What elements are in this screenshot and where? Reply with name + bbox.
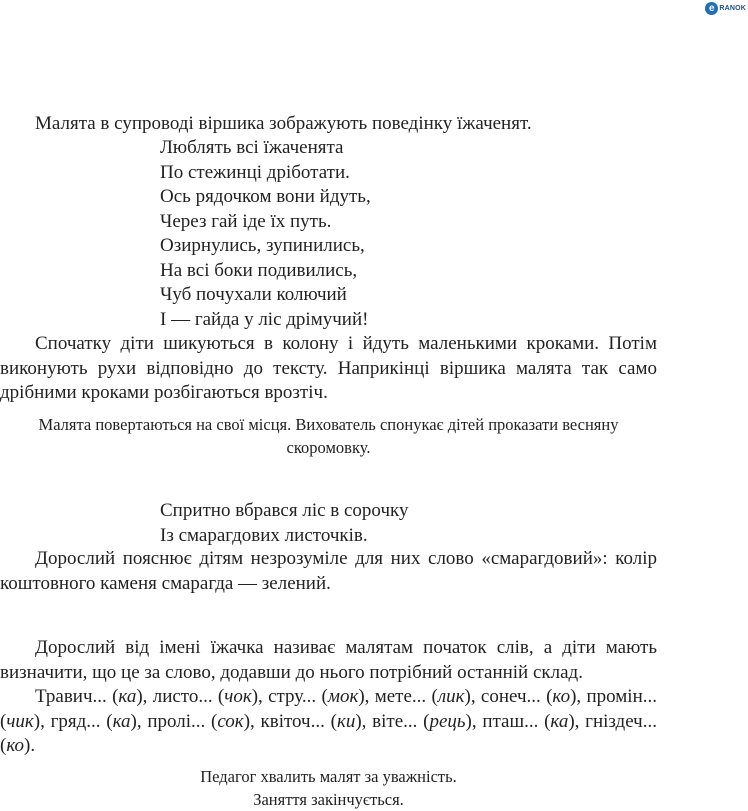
syllable-answer: лик (437, 686, 465, 707)
exercise-item: гніздеч... (ко). (0, 710, 657, 756)
poem-line: Люблять всі їжаченята (160, 137, 344, 158)
syllable-answer: чик (6, 710, 34, 732)
explanation-paragraph: Дорослий пояснює дітям незрозуміле для них слово «смарагдовий»: колір коштовного каменя смарагда — зелений. (0, 548, 657, 594)
exercise-item: квіточ... (ки), (260, 710, 373, 732)
poem-line: Через гай іде їх путь. (160, 210, 332, 232)
poem-line: І — гайда у ліс дрімучий! (160, 308, 369, 330)
closing-notes (0, 765, 657, 811)
syllable-answer: ка (550, 710, 569, 732)
exercise-item: мете... (лик), (374, 686, 481, 707)
closing-end: Заняття закінчується. (253, 790, 404, 809)
exercise-item: пташ... (ка), (482, 710, 586, 732)
word-completion-exercise (0, 685, 657, 759)
publisher-logo (705, 2, 746, 15)
exercise-item: промін... (чик), (0, 686, 657, 732)
syllable-answer: ко (552, 686, 571, 707)
poem-line: Спритно вбрався ліс в сорочку (160, 500, 409, 521)
closing-praise: Педагог хвалить малят за уважність. (200, 767, 457, 786)
poem-line: Чуб почухали колючий (160, 284, 347, 305)
syllable-answer: ка (112, 710, 131, 732)
syllable-answer: ко (6, 735, 24, 756)
poem-line: Ось рядочком вони йдуть, (160, 186, 371, 207)
syllable-answer: мок (327, 686, 359, 707)
syllable-answer: рець (429, 710, 466, 732)
intro-paragraph: Малята в супроводі віршика зображують поведінку їжаченят. (35, 113, 532, 134)
exercise-item: гряд... (ка), (50, 710, 148, 732)
exercise-item: сонеч... (ко), (480, 686, 587, 707)
poem-line: По стежинці дріботати. (160, 161, 350, 183)
exercise-item: листо... (чок), (152, 686, 269, 707)
exercise-item: стру... (мок), (268, 686, 375, 707)
exercise-item: пролі... (сок), (147, 710, 261, 732)
poem-hedgehogs (160, 136, 371, 332)
teacher-note: Малята повертаються на свої місця. Вихователь спонукає дітей проказати весняну скоромовку. (38, 415, 619, 457)
syllable-answer: сок (217, 710, 244, 732)
poem-line: Озирнулись, зупинились, (160, 235, 365, 256)
logo-mark: e (705, 2, 718, 15)
exercise-item: Травич... (ка), (35, 686, 153, 707)
instruction-paragraph-1: Спочатку діти шикуються в колону і йдуть маленькими кроками. Потім виконують рухи відповідно до тексту. Наприкінці віршика малята так само дрібними кроками розбігаються врозтіч. (0, 333, 657, 403)
poem-tongue-twister (160, 499, 408, 548)
poem-line: Із смарагдових листочків. (160, 524, 368, 546)
exercise-item: віте... (рець), (372, 710, 483, 732)
syllable-answer: ки (336, 710, 356, 732)
game-instruction-paragraph: Дорослий від імені їжачка називає малятам початок слів, а діти мають визначити, що це за слово, додавши до нього потрібний останній склад. Травич... (ка), листо... (чок), стру... (мок), мете... (лик), сонеч... (ко), промін... (чик), гряд... (ка), пролі... (сок), квіточ... (ки), віте... (рець), пташ... (ка), гніздеч... (ко). (0, 636, 657, 759)
logo-text: RANOK (719, 5, 746, 12)
syllable-answer: чок (224, 686, 252, 707)
poem-line: На всі боки подивились, (160, 259, 358, 281)
syllable-answer: ка (118, 686, 137, 707)
